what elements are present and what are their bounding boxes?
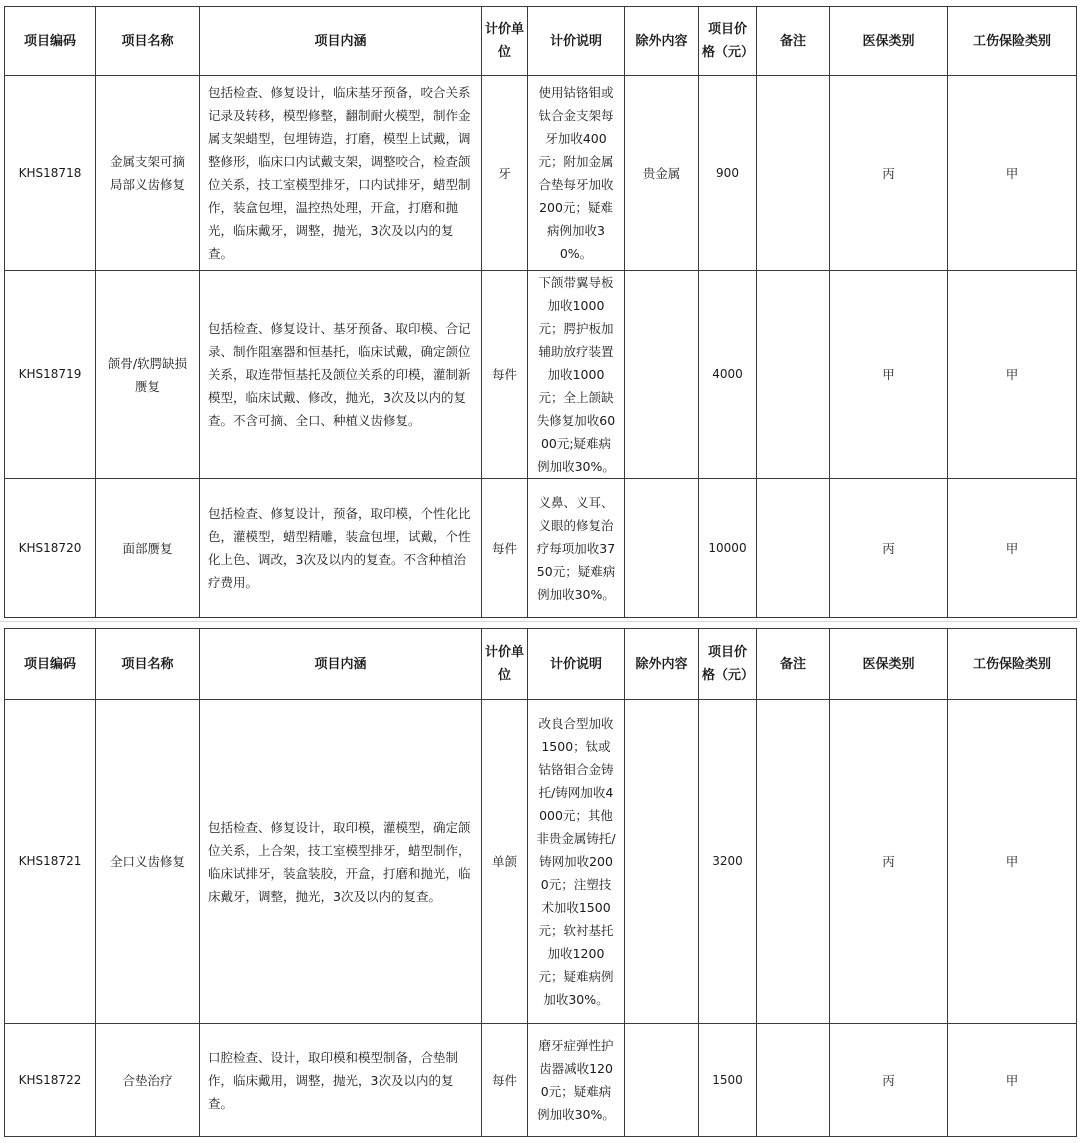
item-pricing-note: 义鼻、义耳、义眼的修复治疗每项加收3750元；疑难病例加收30%。 xyxy=(528,479,625,618)
item-insurance: 丙 xyxy=(830,479,948,618)
item-pricing-note: 改良合型加收1500；钛或钴铬钼合金铸托/铸网加收4000元；其他非贵金属铸托/铸网加收2000元；注塑技术加收1500元；软衬基托加收1200元；疑难病例加收30%。 xyxy=(528,700,625,1024)
table-row xyxy=(5,700,1077,1024)
item-code: KHS18720 xyxy=(5,479,96,618)
item-unit: 每件 xyxy=(482,271,528,479)
header-insurance: 医保类别 xyxy=(830,629,948,700)
item-content: 包括检查、修复设计，临床基牙预备，咬合关系记录及转移，模型修整，翻制耐火模型，制作金属支架蜡型，包埋铸造，打磨，模型上试戴，调整修形，临床口内试戴支架，调整咬合，检查颌位关系，技工室模型排牙，口内试排牙，蜡型制作，装盒包埋，温控热处理，开盒，打磨和抛光，临床戴牙，调整，抛光，3次及以内的复查。 xyxy=(200,76,482,271)
item-pricing-note: 使用钴铬钼或钛合金支架每牙加收400元；附加金属合垫每牙加收200元；疑难病例加收30%。 xyxy=(528,76,625,271)
header-excluded: 除外内容 xyxy=(625,629,699,700)
header-injury-insurance: 工伤保险类别 xyxy=(948,629,1077,700)
item-content: 包括检查、修复设计，预备，取印模，个性化比色，灌模型，蜡型精雕，装盒包埋，试戴，个性化上色、调改，3次及以内的复查。不含种植治疗费用。 xyxy=(200,479,482,618)
header-remark: 备注 xyxy=(757,7,830,76)
item-unit: 每件 xyxy=(482,1024,528,1137)
item-price: 1500 xyxy=(699,1024,757,1137)
header-remark: 备注 xyxy=(757,629,830,700)
item-insurance: 丙 xyxy=(830,1024,948,1137)
item-code: KHS18719 xyxy=(5,271,96,479)
item-remark xyxy=(757,271,830,479)
item-remark xyxy=(757,1024,830,1137)
item-unit: 每件 xyxy=(482,479,528,618)
header-name: 项目名称 xyxy=(96,629,200,700)
item-remark xyxy=(757,479,830,618)
item-injury-insurance: 甲 xyxy=(948,1024,1077,1137)
item-excluded: 贵金属 xyxy=(625,76,699,271)
header-insurance: 医保类别 xyxy=(830,7,948,76)
price-table-2 xyxy=(4,628,1077,1137)
header-excluded: 除外内容 xyxy=(625,7,699,76)
item-code: KHS18721 xyxy=(5,700,96,1024)
item-remark xyxy=(757,76,830,271)
header-price: 项目价格（元） xyxy=(699,7,757,76)
item-price: 4000 xyxy=(699,271,757,479)
item-name: 颌骨/软腭缺损赝复 xyxy=(96,271,200,479)
item-pricing-note: 磨牙症弹性护齿器减收1200元；疑难病例加收30%。 xyxy=(528,1024,625,1137)
item-injury-insurance: 甲 xyxy=(948,76,1077,271)
item-name: 合垫治疗 xyxy=(96,1024,200,1137)
header-content: 项目内涵 xyxy=(200,7,482,76)
header-row xyxy=(5,7,1077,76)
header-pricing-note: 计价说明 xyxy=(528,629,625,700)
header-code: 项目编码 xyxy=(5,629,96,700)
header-row xyxy=(5,629,1077,700)
item-price: 10000 xyxy=(699,479,757,618)
header-unit: 计价单位 xyxy=(482,7,528,76)
header-code: 项目编码 xyxy=(5,7,96,76)
table-row xyxy=(5,479,1077,618)
item-insurance: 甲 xyxy=(830,271,948,479)
item-insurance: 丙 xyxy=(830,76,948,271)
item-unit: 单颌 xyxy=(482,700,528,1024)
header-price: 项目价格（元） xyxy=(699,629,757,700)
item-content: 包括检查、修复设计、基牙预备、取印模、合记录、制作阻塞器和恒基托，临床试戴，确定颌位关系，取连带恒基托及颌位关系的印模，灌制新模型，临床试戴、修改，抛光，3次及以内的复查。不含可摘、全口、种植义齿修复。 xyxy=(200,271,482,479)
item-price: 3200 xyxy=(699,700,757,1024)
item-name: 面部赝复 xyxy=(96,479,200,618)
header-name: 项目名称 xyxy=(96,7,200,76)
item-content: 口腔检查、设计，取印模和模型制备，合垫制作，临床戴用，调整，抛光，3次及以内的复查。 xyxy=(200,1024,482,1137)
item-injury-insurance: 甲 xyxy=(948,479,1077,618)
item-injury-insurance: 甲 xyxy=(948,271,1077,479)
table-row xyxy=(5,1024,1077,1137)
item-insurance: 丙 xyxy=(830,700,948,1024)
item-injury-insurance: 甲 xyxy=(948,700,1077,1024)
item-excluded xyxy=(625,479,699,618)
item-code: KHS18722 xyxy=(5,1024,96,1137)
item-name: 全口义齿修复 xyxy=(96,700,200,1024)
header-unit: 计价单位 xyxy=(482,629,528,700)
item-excluded xyxy=(625,700,699,1024)
item-unit: 牙 xyxy=(482,76,528,271)
item-code: KHS18718 xyxy=(5,76,96,271)
item-pricing-note: 下颌带翼导板加收1000元；腭护板加辅助放疗装置加收1000元；全上颌缺失修复加收6000元;疑难病例加收30%。 xyxy=(528,271,625,479)
table-row xyxy=(5,76,1077,271)
page-separator xyxy=(0,621,1080,622)
item-excluded xyxy=(625,271,699,479)
item-name: 金属支架可摘局部义齿修复 xyxy=(96,76,200,271)
item-content: 包括检查、修复设计，取印模，灌模型，确定颌位关系，上合架，技工室模型排牙，蜡型制作，临床试排牙，装盒装胶，开盒，打磨和抛光，临床戴牙，调整，抛光，3次及以内的复查。 xyxy=(200,700,482,1024)
header-content: 项目内涵 xyxy=(200,629,482,700)
item-remark xyxy=(757,700,830,1024)
price-table-1 xyxy=(4,6,1077,618)
item-price: 900 xyxy=(699,76,757,271)
header-injury-insurance: 工伤保险类别 xyxy=(948,7,1077,76)
item-excluded xyxy=(625,1024,699,1137)
table-row xyxy=(5,271,1077,479)
header-pricing-note: 计价说明 xyxy=(528,7,625,76)
